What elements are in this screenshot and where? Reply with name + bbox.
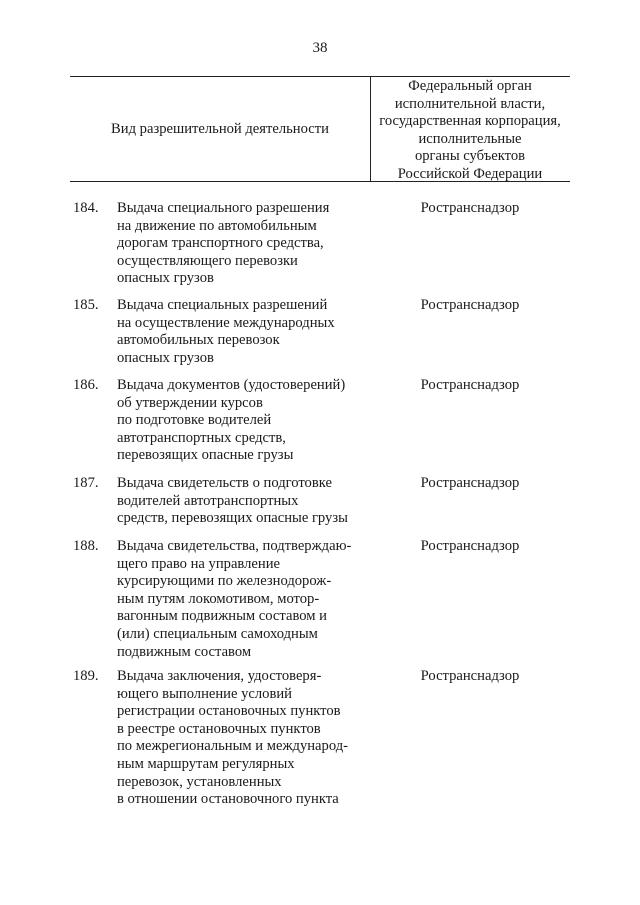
row-activity-text — [117, 200, 372, 288]
row-activity-line: (или) специальным самоходным — [117, 625, 318, 642]
row-activity-line: вагонным подвижным составом и — [117, 608, 327, 625]
row-authority: Ространснадзор — [420, 377, 520, 393]
row-activity-line: Выдача свидетельств о подготовке — [117, 475, 332, 491]
row-authority: Ространснадзор — [420, 538, 520, 554]
header-authority-line: исполнительные — [418, 130, 522, 147]
row-number: 184. — [73, 200, 99, 216]
row-activity-line: автомобильных перевозок — [117, 332, 280, 349]
row-activity-text — [117, 297, 372, 367]
header-authority-line: исполнительной власти, — [394, 95, 546, 112]
row-number: 186. — [73, 377, 99, 393]
row-authority: Ространснадзор — [420, 297, 520, 313]
row-activity-line: средств, перевозящих опасные грузы — [117, 510, 348, 527]
row-activity-line: на движение по автомобильным — [117, 217, 317, 234]
row-authority: Ространснадзор — [420, 475, 520, 491]
row-activity-text — [117, 475, 372, 528]
header-authority-line: государственная корпорация, — [379, 113, 561, 129]
row-number: 187. — [73, 475, 99, 491]
table-top-rule — [70, 76, 570, 77]
row-activity-line: Выдача документов (удостоверений) — [117, 377, 346, 393]
row-activity-line: регистрации остановочных пунктов — [117, 703, 341, 720]
row-activity-line: курсирующими по железнодорож- — [117, 573, 332, 590]
row-activity-line: Выдача заключения, удостоверя- — [117, 668, 322, 684]
header-authority-line: органы субъектов — [414, 148, 526, 164]
row-number: 189. — [73, 668, 99, 684]
row-activity-line: в реестре остановочных пунктов — [117, 720, 321, 737]
row-activity-line: ным маршрутам регулярных — [117, 755, 295, 772]
row-activity-line: опасных грузов — [117, 270, 214, 287]
header-authority-line: Российской Федерации — [397, 165, 543, 182]
header-authority — [370, 78, 570, 183]
row-activity-line: в отношении остановочного пункта — [117, 791, 339, 808]
row-activity-line: перевозящих опасные грузы — [117, 447, 294, 464]
row-activity-line: Выдача специального разрешения — [117, 200, 330, 216]
row-activity-line: Выдача специальных разрешений — [117, 297, 328, 313]
row-activity-line: по подготовке водителей — [117, 412, 272, 429]
row-activity-text — [117, 377, 372, 465]
row-activity-text — [117, 538, 372, 661]
row-activity-line: Выдача свидетельства, подтверждаю- — [117, 538, 352, 554]
row-activity-line: по межрегиональным и международ- — [117, 738, 348, 755]
header-authority-line: Федеральный орган — [408, 78, 532, 94]
row-activity-line: на осуществление международных — [117, 314, 335, 331]
row-activity-line: щего право на управление — [117, 555, 280, 572]
row-number: 185. — [73, 297, 99, 313]
row-activity-line: ным путям локомотивом, мотор- — [117, 590, 320, 607]
row-activity-line: дорогам транспортного средства, — [117, 235, 324, 252]
row-activity-line: водителей автотранспортных — [117, 492, 299, 509]
row-activity-line: подвижным составом — [117, 643, 252, 660]
page-number: 38 — [312, 40, 328, 56]
row-activity-line: опасных грузов — [117, 349, 214, 366]
header-activity-type: Вид разрешительной деятельности — [111, 121, 329, 137]
row-activity-line: осуществляющего перевозки — [117, 252, 298, 269]
row-activity-line: об утверждении курсов — [117, 394, 263, 411]
row-activity-line: автотранспортных средств, — [117, 429, 286, 446]
row-activity-line: перевозок, установленных — [117, 773, 282, 790]
row-number: 188. — [73, 538, 99, 554]
row-activity-text — [117, 668, 372, 809]
row-activity-line: ющего выполнение условий — [117, 685, 292, 702]
row-authority: Ространснадзор — [420, 200, 520, 216]
row-authority: Ространснадзор — [420, 668, 520, 684]
